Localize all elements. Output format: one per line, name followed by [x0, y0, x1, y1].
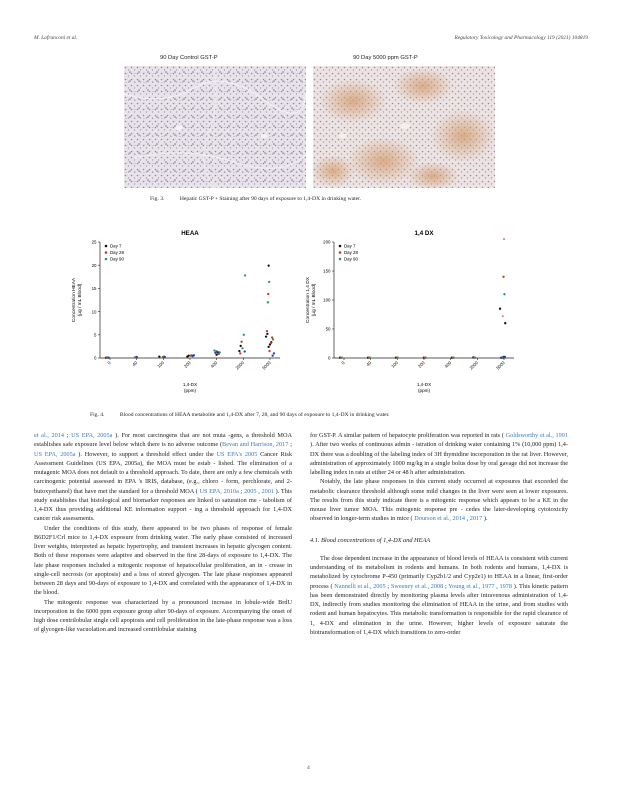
legend-label: Day 28	[110, 250, 124, 256]
citation-link[interactable]: Nannelli et al., 2005	[334, 582, 386, 590]
data-point	[265, 336, 267, 338]
legend-marker	[339, 245, 342, 248]
x-axis-label-line1: 1,4-DX	[416, 382, 432, 387]
data-point	[266, 333, 268, 335]
data-point	[502, 315, 504, 317]
data-point	[244, 274, 246, 276]
body-column-left	[34, 431, 292, 635]
body-text: ). This kinetic pattern has been demonstrated directly by monitoring plasma levels after intravenous administration of 1,4-DX, indirectly from studies monitoring the elimination of HEAA in the urine, and from studies with rodent and human hepatocytes. This metabolic transformation is responsible for the rapid clearance of 1, 4-DX and elimination in the urine. However, higher levels of exposure saturate the biotransformation of 1,4-DX which transitions to zero-order	[310, 582, 568, 636]
data-point	[158, 355, 160, 357]
x-tick-label: 400	[443, 360, 453, 369]
legend-label: Day 28	[344, 250, 358, 256]
body-text: The dose dependent increase in the appearance of blood levels of HEAA is consistent with current understanding of its metabolism in rodents and humans. In both rodents and humans, 1,4-DX is metabolized by cytochrome P-450 (primarily Cyp2b1/2 and Cyp2e1) to HEAA in a linear, first-order process (	[310, 554, 568, 590]
data-point	[272, 355, 274, 357]
body-text: The mitogenic response was characterized by a pronounced increase in lobule-wide BrdU incorporation in the 6000 ppm exposure group after 90-days of exposure. Accompanying the onset of high dose centrilobular single cell apoptosis and cell proliferation in the late-phase response was a loss of glycogen-like vacuolation and increased centrilobular staining	[34, 598, 292, 634]
y-tick-label: 100	[323, 297, 331, 303]
legend-label: Day 90	[344, 256, 358, 262]
page-number: 4	[307, 765, 310, 771]
data-point	[268, 265, 270, 267]
citation-link[interactable]: 1978	[499, 582, 513, 590]
x-tick-label: 40	[365, 360, 373, 368]
data-point	[241, 347, 243, 349]
legend-marker	[105, 251, 108, 254]
data-point	[108, 357, 110, 359]
data-point	[238, 350, 240, 352]
data-point	[219, 351, 221, 353]
figure-4-label: Fig. 4.	[90, 412, 105, 418]
y-tick-label: 5	[94, 332, 97, 338]
chart-heaa	[62, 224, 298, 404]
chart-title: HEAA	[181, 230, 199, 237]
body-paragraph	[310, 477, 568, 523]
x-tick-label: 0	[340, 360, 346, 366]
citation-link[interactable]: US EPA, 2005a	[71, 432, 113, 439]
y-tick-label: 200	[323, 239, 331, 245]
x-tick-label: 5000	[261, 360, 272, 371]
data-point	[272, 338, 274, 340]
figure-3-caption	[150, 196, 361, 202]
body-paragraph	[34, 598, 292, 635]
data-point	[453, 357, 455, 359]
legend-label: Day 7	[344, 243, 356, 249]
data-point	[213, 349, 215, 351]
citation-link[interactable]: Goldsworthy et al., 1991	[505, 432, 568, 439]
data-point	[268, 350, 270, 352]
data-point	[504, 356, 506, 358]
y-axis-label-line1: Concentration HEAA	[72, 277, 77, 323]
data-point	[425, 357, 427, 359]
x-tick-label: 100	[390, 360, 400, 369]
x-axis-label	[183, 382, 197, 393]
body-paragraph	[310, 431, 568, 477]
body-paragraph	[34, 524, 292, 598]
x-tick-label: 40	[131, 360, 139, 368]
body-text: Notably, the late phase responses in this current study occurred at exposures that exceeded the metabolic clearance threshold although some mild changes in the liver were seen at lower exposures. The results from this study indicate there is a mitogenic response which appears to be a KE in the mouse liver tumor MOA. This mitogenic response pre - cedes the later-developing cytotoxicity observed in longer-term studies in mice (	[310, 478, 568, 523]
body-text: ;	[288, 441, 292, 449]
data-point	[273, 352, 275, 354]
legend-label: Day 90	[110, 256, 124, 262]
micrograph-right-title: 90 Day 5000 ppm GST-P	[353, 55, 418, 61]
legend-marker	[105, 258, 108, 261]
data-point	[267, 301, 269, 303]
data-point	[504, 322, 506, 324]
data-point	[240, 345, 242, 347]
data-point	[267, 293, 269, 295]
legend-marker	[105, 245, 108, 248]
data-point	[502, 276, 504, 278]
data-point	[397, 357, 399, 359]
x-axis-label-line2: (ppm)	[184, 388, 196, 393]
figure-3-label: Fig. 3.	[150, 196, 165, 202]
citation-link[interactable]: et al., 2014	[34, 432, 64, 439]
data-point	[266, 330, 268, 332]
body-text: for GST-P. A similar pattern of hepatocyte proliferation was reported in rats (	[310, 432, 506, 439]
x-tick-label: 100	[156, 360, 166, 369]
x-tick-label: 5000	[495, 360, 506, 371]
body-paragraph	[34, 431, 292, 524]
y-tick-label: 20	[91, 262, 97, 268]
x-tick-label: 200	[182, 360, 192, 369]
legend-marker	[339, 251, 342, 254]
body-text: ,	[256, 487, 262, 495]
body-text: ). This study establishes that histological and biomarker responses are linked to saturation me - tabolism of 1,4-DX thus providing additional KE information support - ing a threshold approach for 1,4-DX cancer risk assessments.	[34, 487, 292, 523]
data-point	[474, 357, 476, 359]
citation-link[interactable]: Dourson et al., 2014	[414, 515, 466, 523]
legend-label: Day 7	[110, 243, 122, 249]
y-tick-label: 0	[328, 355, 331, 361]
x-axis-label	[417, 382, 431, 393]
section-heading: 4.1. Blood concentrations of 1,4-DX and HEAA	[310, 536, 431, 544]
running-header-right: Regulatory Toxicology and Pharmacology 119 (2021) 104819	[454, 35, 588, 41]
data-point	[243, 334, 245, 336]
micrograph-control	[124, 66, 306, 188]
figure-3-text: Hepatic GST-P + Staining after 90 days of exposure to 1,4-DX in drinking water.	[179, 196, 362, 202]
data-point	[503, 238, 505, 240]
x-axis-label-line2: (ppm)	[418, 388, 430, 393]
y-axis-label-line2: (μg / mL Blood)	[78, 283, 83, 317]
y-tick-label: 50	[325, 326, 331, 332]
data-point	[136, 356, 138, 358]
y-axis-label-line2: (μg / mL Blood)	[312, 283, 317, 317]
data-point	[369, 357, 371, 359]
citation-link[interactable]: US EPA's 2005	[216, 450, 258, 458]
micrograph-left-title: 90 Day Control GST-P	[160, 55, 218, 61]
body-text: ).	[482, 515, 488, 523]
chart-dx	[296, 224, 532, 404]
data-point	[268, 346, 270, 348]
x-tick-label: 0	[106, 360, 112, 366]
data-point	[188, 355, 190, 357]
citation-link[interactable]: 2005	[244, 487, 257, 495]
citation-link[interactable]: Sweeney et al., 2008	[390, 582, 444, 590]
body-text: ,	[465, 515, 470, 523]
figure-4-text: Blood concentrations of HEAA metabolite and 1,4-DX after 7, 28, and 90 days of exposure to 1,4-DX in drinking water.	[119, 412, 390, 418]
body-column-right	[310, 431, 568, 637]
x-tick-label: 400	[209, 360, 219, 369]
x-tick-label: 2000	[234, 360, 246, 371]
body-text: ,	[494, 582, 500, 590]
body-text: Cancer Risk Assessment Guidelines (US EPA, 2005a), the MOA must be estab - lished. The elimination of a mutagenic MOA does not default to a threshold approach. To date, there are only a few chemicals with carcinogenic potential assessed in EPA 's IRIS, database, (e.g., chloro - form, perchlorate, and 2-butoxyethanol) that have met the standard for a threshold MOA (	[34, 450, 292, 495]
body-text: ;	[238, 487, 245, 495]
data-point	[268, 281, 270, 283]
citation-link[interactable]: Bevan and Harrison, 2017	[222, 441, 289, 449]
body-text: ;	[443, 582, 449, 590]
x-tick-label: 200	[416, 360, 426, 369]
body-paragraph	[310, 554, 568, 637]
running-header-left: M. Lafranconi et al.	[34, 35, 78, 41]
citation-link[interactable]: 2017	[469, 515, 483, 523]
y-tick-label: 15	[91, 286, 97, 292]
y-axis-label-line1: Concentration 1,4 DX	[306, 277, 311, 323]
citation-link[interactable]: Young et al., 1977	[448, 582, 495, 590]
x-axis-label-line1: 1,4-DX	[182, 382, 198, 387]
data-point	[164, 356, 166, 358]
data-point	[244, 350, 246, 352]
body-text: ;	[63, 432, 72, 439]
citation-link[interactable]: 2001	[261, 487, 274, 495]
y-axis-label	[305, 276, 317, 323]
body-text: ). However, to support a threshold effect under the	[75, 450, 217, 458]
legend-marker	[339, 258, 342, 261]
figure-4-caption	[90, 412, 390, 418]
data-point	[239, 352, 241, 354]
data-point	[270, 342, 272, 344]
data-point	[216, 350, 218, 352]
body-text: Under the conditions of this study, there appeared to be two phases of response of female B6D2F1/Crl mice to 1,4-DX exposure from drinking water. The early phase consisted of increased liver weights, interpreted as hepatic hypertrophy, and transient increases in hepatic glycogen content. Both of these responses were adaptive and observed in the first 28-days of exposure to 1,4-DX. The late phase responses included a mitogenic response of hepatocellular proliferation, an in - crease in single-cell necrosis (or apoptosis) and a loss of stored glycogen. The late phase responses appeared between 28 days and 90-days of exposure to 1,4-DX and correlated with the appearance of 1,4-DX in the blood.	[34, 524, 292, 597]
y-tick-label: 25	[91, 239, 97, 245]
citation-link[interactable]: US EPA, 2010a	[199, 487, 239, 495]
data-point	[193, 354, 195, 356]
y-tick-label: 0	[94, 355, 97, 361]
data-point	[503, 293, 505, 295]
x-tick-label: 2000	[468, 360, 480, 371]
y-tick-label: 10	[91, 309, 97, 315]
body-text: ;	[385, 582, 391, 590]
citation-link[interactable]: US EPA, 2005a	[34, 450, 76, 458]
chart-title: 1,4 DX	[414, 230, 434, 237]
data-point	[240, 341, 242, 343]
y-axis-label	[71, 277, 83, 322]
body-text: ). For most carcinogens that are not muta -gens, a threshold MOA establishes safe exposure level below which there is no adverse outcome (	[34, 432, 292, 449]
body-text: ). After two weeks of continuous admin - istration of drinking water containing 1% (10,000 ppm) 1,4-DX there was a doubling of the labeling index of 3H thymidine incorporation in the rat liver. However, administration of approximately 1000 mg/kg in a single bolus dose by oral gavage did not increase the labelling index in rats at either 24 or 48 h after administration.	[310, 441, 568, 476]
micrograph-5000ppm	[313, 66, 495, 188]
y-tick-label: 150	[323, 268, 331, 274]
data-point	[499, 308, 501, 310]
data-point	[341, 357, 343, 359]
